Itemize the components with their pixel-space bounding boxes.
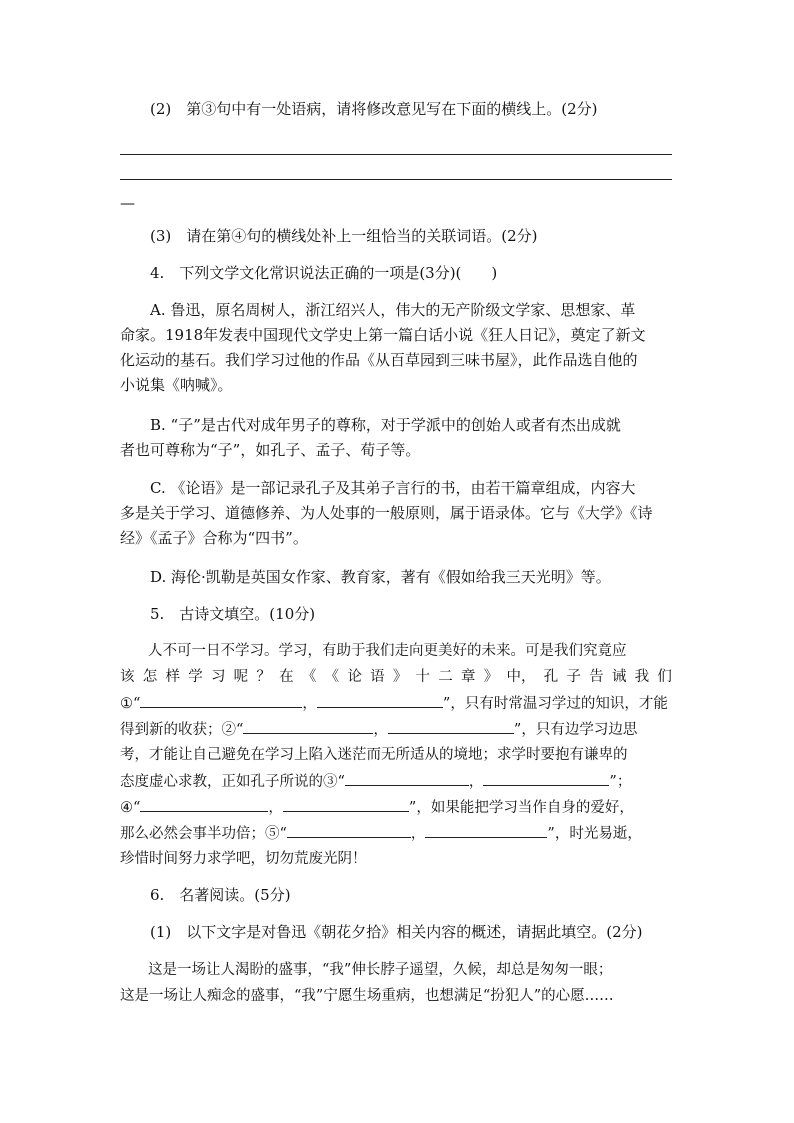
passage-word: 孔 xyxy=(543,669,559,685)
comma: ， xyxy=(268,800,283,816)
passage-line xyxy=(120,693,668,714)
blank-5-suffix: ”，时光易逝， xyxy=(547,826,642,842)
summary-line: 这是一场让人渴盼的盛事，“我”伸长脖子遥望，久候，却总是匆匆一眼； xyxy=(148,962,613,978)
question-6-sub-1: (1) 以下文字是对鲁迅《朝花夕拾》相关内容的概述，请据此填空。(2分) xyxy=(150,923,643,941)
comma: ， xyxy=(410,826,426,842)
passage-line: 人不可一日不学习。学习，有助于我们走向更美好的未来。可是我们究竟应 xyxy=(148,643,627,659)
passage-word: 在 xyxy=(279,669,294,685)
passage-word: 《 xyxy=(301,669,317,685)
question-6-stem: 6. 名著阅读。(5分) xyxy=(150,886,291,904)
blank-4a[interactable] xyxy=(140,797,268,812)
answer-line[interactable] xyxy=(120,154,672,155)
option-a-line: 命家。1918年发表中国现代文学史上第一篇白话小说《狂人日记》，奠定了新文 xyxy=(120,326,646,344)
option-c-line: C. 《论语》是一部记录孔子及其弟子言行的书，由若干篇章组成，内容大 xyxy=(150,479,636,497)
blank-5a[interactable] xyxy=(287,823,411,838)
passage-line xyxy=(120,719,637,740)
passage-word: 怎 xyxy=(142,669,158,685)
passage-word: 呢 xyxy=(233,669,249,685)
passage-word: 学 xyxy=(188,669,203,685)
passage-word: 我 xyxy=(634,669,650,685)
option-b-line: B. “子”是古代对成年男子的尊称，对于学派中的创始人或者有杰出成就 xyxy=(150,416,621,434)
blank-4-suffix: ”，如果能把学习当作自身的爱好， xyxy=(408,800,634,816)
question-5-stem: 5. 古诗文填空。(10分) xyxy=(150,605,316,623)
blank-1b[interactable] xyxy=(317,693,443,708)
passage-word: 该 xyxy=(120,669,135,685)
passage-word: 论 xyxy=(347,669,362,685)
passage-word: 》 xyxy=(483,669,499,685)
passage-line xyxy=(120,797,634,818)
passage-word: 习 xyxy=(210,669,226,685)
blank-1-prefix: ①“ xyxy=(120,696,141,712)
option-d: D. 海伦·凯勒是英国女作家、教育家，著有《假如给我三天光明》等。 xyxy=(150,568,611,586)
summary-line: 这是一场让人痴念的盛事，“我”宁愿生场重病，也想满足“扮犯人”的心愿…… xyxy=(120,988,614,1004)
passage-line-justified xyxy=(120,667,672,687)
passage-word: 告 xyxy=(589,669,604,685)
option-c-line: 多是关于学习、道德修养、为人处事的一般原则，属于语录体。它与《大学》《诗 xyxy=(120,504,653,522)
passage-word: 语 xyxy=(370,669,385,685)
passage-word: 诫 xyxy=(611,669,627,685)
passage-word: 们 xyxy=(657,669,672,685)
answer-line-stub: — xyxy=(120,194,135,212)
comma: ， xyxy=(468,774,484,790)
answer-line[interactable] xyxy=(120,179,672,180)
blank-2a[interactable] xyxy=(243,719,373,734)
blank-3-prefix: 态度虚心求教，正如孔子所说的③“ xyxy=(120,774,345,790)
blank-3a[interactable] xyxy=(345,771,469,786)
passage-word: 中， xyxy=(506,669,536,685)
blank-1-suffix: ”，只有时常温习学过的知识，才能 xyxy=(442,696,668,712)
passage-word: 样 xyxy=(165,669,180,685)
blank-4b[interactable] xyxy=(283,797,409,812)
passage-word: 章 xyxy=(461,669,476,685)
passage-line xyxy=(120,771,631,792)
passage-word: 》 xyxy=(392,669,408,685)
passage-word: 子 xyxy=(566,669,581,685)
blank-4-prefix: ④“ xyxy=(120,800,141,816)
blank-2-prefix: 得到新的收获；②“ xyxy=(120,722,244,738)
blank-1a[interactable] xyxy=(140,693,302,708)
blank-5b[interactable] xyxy=(425,823,547,838)
comma: ， xyxy=(302,696,317,712)
question-4-stem: 4. 下列文学文化常识说法正确的一项是(3分)( ) xyxy=(150,264,498,282)
passage-line: 考，才能让自己避免在学习上陷入迷茫而无所适从的境地；求学时要抱有谦卑的 xyxy=(120,747,628,763)
option-a-line: A. 鲁迅，原名周树人，浙江绍兴人，伟大的无产阶级文学家、思想家、革 xyxy=(150,301,636,319)
option-a-line: 小说集《呐喊》。 xyxy=(120,376,233,394)
passage-word: ？ xyxy=(256,669,271,685)
passage-word: 《 xyxy=(324,669,340,685)
option-c-line: 经》《孟子》合称为“四书”。 xyxy=(120,529,308,547)
comma: ， xyxy=(373,722,388,738)
passage-word: 二 xyxy=(438,669,453,685)
blank-2-suffix: ”，只有边学习边思 xyxy=(513,722,638,738)
question-3-sub-3: (3) 请在第④句的横线处补上一组恰当的关联词语。(2分) xyxy=(150,227,538,245)
blank-5-prefix: 那么必然会事半功倍；⑤“ xyxy=(120,826,287,842)
passage-line: 珍惜时间努力求学吧，切勿荒废光阴！ xyxy=(120,851,367,867)
question-3-sub-2: (2) 第③句中有一处语病，请将修改意见写在下面的横线上。(2分) xyxy=(150,100,598,118)
passage-word: 十 xyxy=(415,669,431,685)
option-a-line: 化运动的基石。我们学习过他的作品《从百草园到三味书屋》，此作品选自他的 xyxy=(120,351,638,369)
blank-3b[interactable] xyxy=(483,771,609,786)
option-b-line: 者也可尊称为“子”，如孔子、孟子、荀子等。 xyxy=(120,441,421,459)
blank-3-suffix: ”； xyxy=(609,774,632,790)
blank-2b[interactable] xyxy=(388,719,514,734)
passage-line xyxy=(120,823,642,844)
